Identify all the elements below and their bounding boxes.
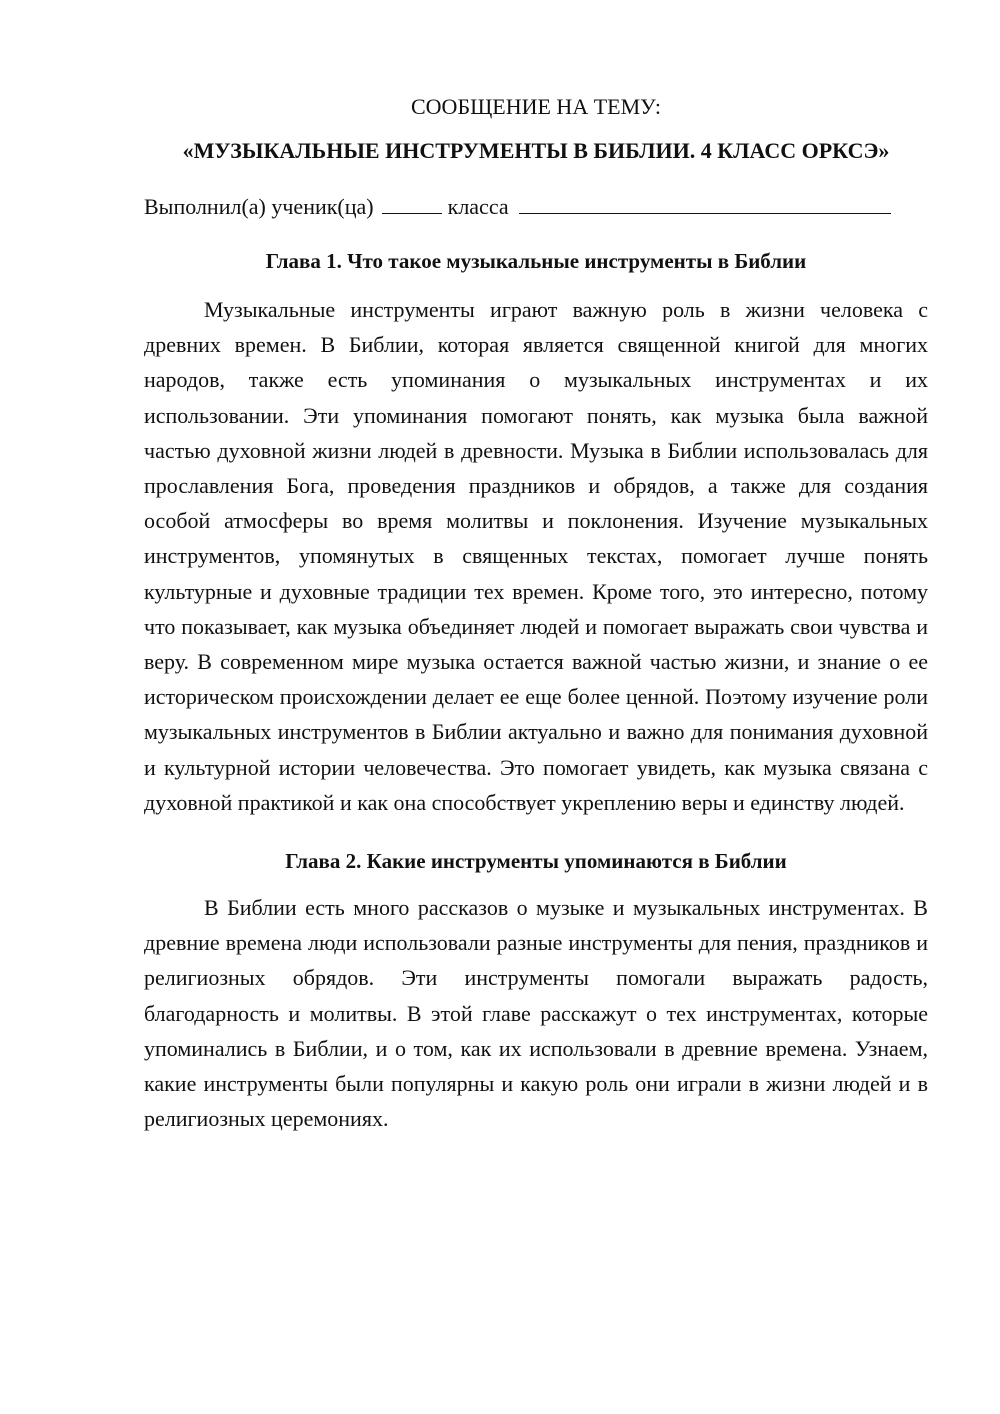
- author-line: [144, 192, 928, 222]
- author-prefix: Выполнил(а) ученик(ца): [144, 194, 374, 219]
- class-letter-blank: [519, 193, 891, 214]
- class-label: класса: [447, 194, 509, 219]
- document-title: «МУЗЫКАЛЬНЫЕ ИНСТРУМЕНТЫ В БИБЛИИ. 4 КЛАСС ОРКСЭ»: [182, 138, 890, 163]
- document-page: [144, 92, 928, 1136]
- chapter-2-text: В Библии есть много рассказов о музыке и музыкальных инструментах. В древние времена люди использовали разные инструменты для пения, праздников и религиозных обрядов. Эти инструменты помогали выражать радость, благодарность и молитвы. В этой главе расскажут о тех инструментах, которые упоминались в Библии, и о том, как их использовали в древние времена. Узнаем, какие инструменты были популярны и какую роль они играли в жизни людей и в религиозных церемониях.: [144, 895, 928, 1132]
- class-number-blank: [382, 193, 442, 214]
- topic-label: СООБЩЕНИЕ НА ТЕМУ:: [411, 94, 661, 119]
- chapter-2-heading: Глава 2. Какие инструменты упоминаются в Библии: [285, 849, 787, 874]
- chapter-1-text: Музыкальные инструменты играют важную роль в жизни человека с древних времен. В Библии, которая является священной книгой для многих народов, также есть упоминания о музыкальных инструментах и их использовании. Эти упоминания помогают понять, как музыка была важной частью духовной жизни людей в древности. Музыка в Библии использовалась для прославления Бога, проведения праздников и обрядов, а также для создания особой атмосферы во время молитвы и поклонения. Изучение музыкальных инструментов, упомянутых в священных текстах, помогает лучше понять культурные и духовные традиции тех времен. Кроме того, это интересно, потому что показывает, как музыка объединяет людей и помогает выражать свои чувства и веру. В современном мире музыка остается важной частью жизни, и знание о ее историческом происхождении делает ее еще более ценной. Поэтому изучение роли музыкальных инструментов в Библии актуально и важно для понимания духовной и культурной истории человечества. Это помогает увидеть, как музыка связана с духовной практикой и как она способствует укреплению веры и единству людей.: [144, 297, 928, 815]
- chapter-1-heading: Глава 1. Что такое музыкальные инструменты в Библии: [265, 249, 807, 273]
